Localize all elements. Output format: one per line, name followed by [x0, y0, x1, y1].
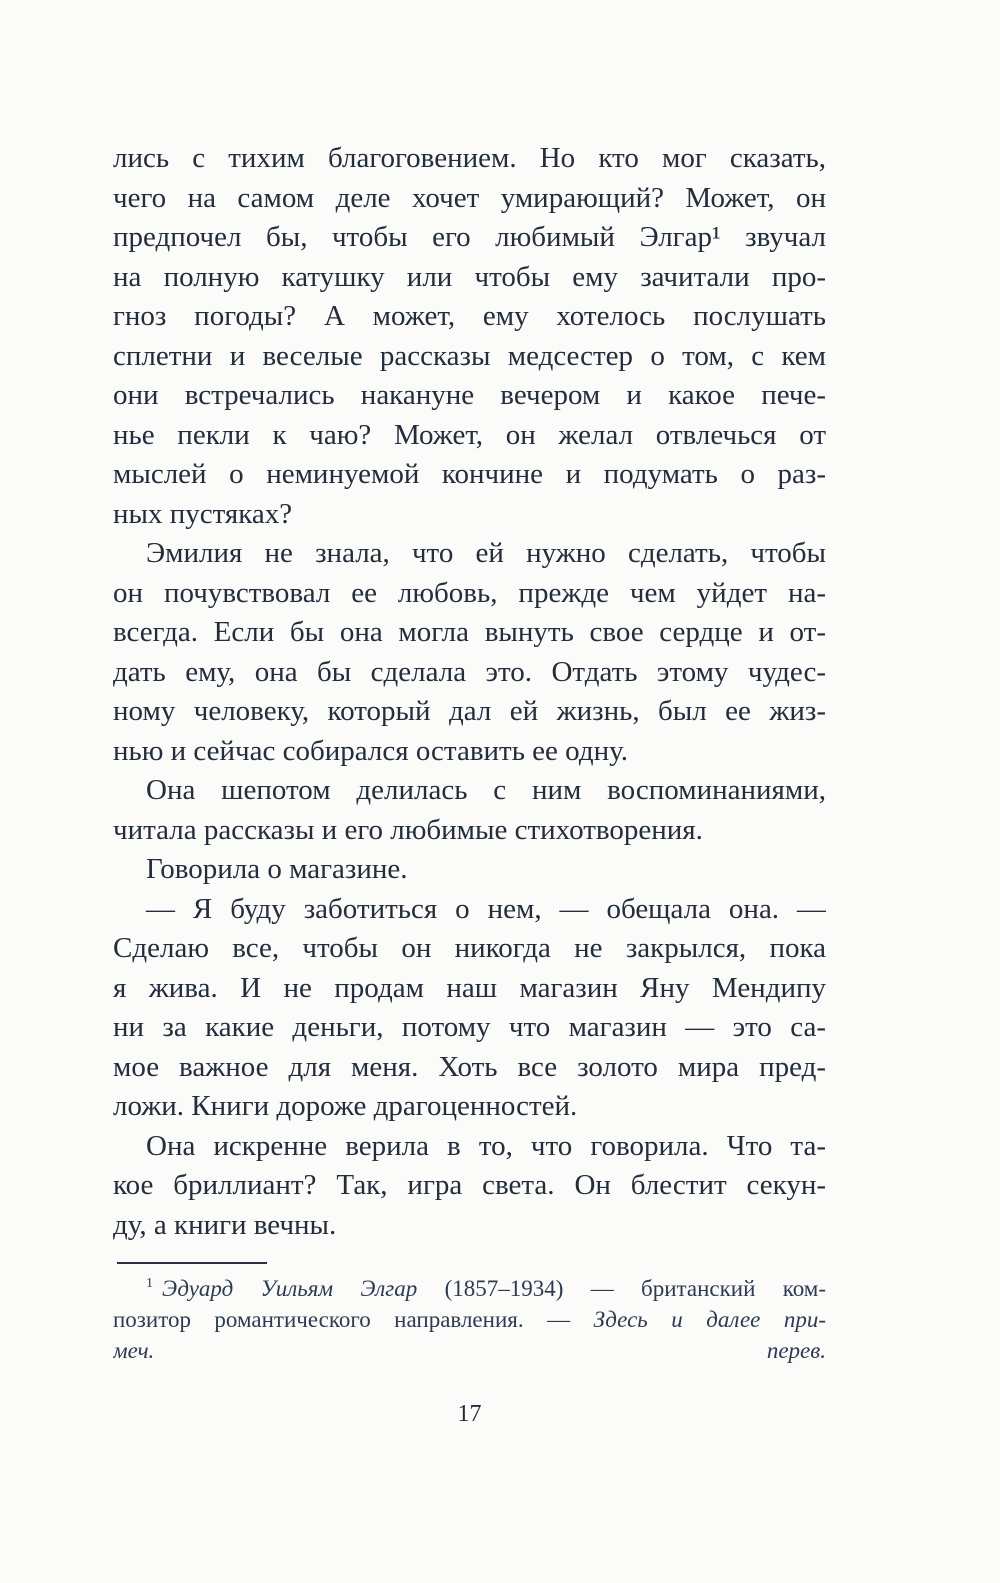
footnote-separator-rule	[117, 1262, 267, 1264]
text-line: Она шепотом делилась с ним воспоминаниями,	[146, 774, 826, 806]
text-line: дать ему, она бы сделала это. Отдать этому чудес-	[113, 655, 826, 688]
text-line: — Я буду заботиться о нем, — обещала она. —	[146, 892, 826, 925]
text-line: предпочел бы, чтобы его любимый Элгар¹ звучал	[113, 221, 826, 253]
text-line: он почувствовал ее любовь, прежде чем уйдет на-	[113, 576, 826, 609]
footnote-segment: Эдуард Уильям Элгар	[162, 1276, 418, 1301]
footnote-segment: меч. перев.	[113, 1338, 826, 1363]
text-line: Она искренне верила в то, что говорила. Что та-	[146, 1129, 826, 1162]
text-line: Говорила о магазине.	[146, 853, 408, 885]
text-line: Эмилия не знала, что ей нужно сделать, чтобы	[146, 537, 826, 569]
text-line: я жива. И не продам наш магазин Яну Мендипу	[113, 971, 826, 1004]
footnote-line	[113, 1335, 826, 1366]
page-text-block	[113, 139, 826, 1366]
text-line: нье пекли к чаю? Может, он желал отвлечься от	[113, 418, 826, 451]
paragraph	[113, 850, 826, 890]
paragraph	[113, 771, 826, 850]
text-line: ному человеку, который дал ей жизнь, был ее жиз-	[113, 695, 826, 727]
text-line: они встречались накануне вечером и какое пече-	[113, 379, 826, 411]
text-line: лись с тихим благоговением. Но кто мог сказать,	[113, 142, 826, 174]
paragraph	[113, 1127, 826, 1246]
text-line: на полную катушку или чтобы ему зачитали про-	[113, 260, 826, 293]
footnote-text	[113, 1273, 826, 1366]
paragraph	[113, 139, 826, 534]
page-number: 17	[457, 1401, 482, 1427]
text-line: гноз погоды? А может, ему хотелось послушать	[113, 300, 826, 332]
paragraph	[113, 534, 826, 771]
footnote-line	[113, 1304, 826, 1335]
text-line: всегда. Если бы она могла вынуть свое сердце и от-	[113, 616, 826, 648]
footnote-segment: (1857–1934) — британский ком-	[417, 1276, 826, 1301]
text-line: читала рассказы и его любимые стихотворения.	[113, 813, 703, 846]
text-line: ложи. Книги дороже драгоценностей.	[113, 1090, 578, 1122]
text-line: мое важное для меня. Хоть все золото мира пред-	[113, 1050, 826, 1083]
text-line: мыслей о неминуемой кончине и подумать о раз-	[113, 458, 826, 490]
text-line: чего на самом деле хочет умирающий? Может, он	[113, 181, 826, 214]
text-line: кое бриллиант? Так, игра света. Он блестит секун-	[113, 1169, 826, 1201]
body-text	[113, 139, 826, 1245]
paragraph	[113, 890, 826, 1127]
text-line: нью и сейчас собирался оставить ее одну.	[113, 734, 628, 767]
footnote-segment: Здесь и далее при-	[593, 1307, 826, 1332]
text-line: ных пустяках?	[113, 497, 293, 530]
footnote-segment: позитор романтического направления. —	[113, 1307, 594, 1332]
text-line: Сделаю все, чтобы он никогда не закрылся, пока	[113, 932, 826, 964]
footnote-line	[113, 1273, 826, 1304]
text-line: ду, а книги вечны.	[113, 1208, 337, 1241]
footnote-marker: 1	[146, 1276, 153, 1292]
text-line: ни за какие деньги, потому что магазин — это са-	[113, 1011, 826, 1043]
text-line: сплетни и веселые рассказы медсестер о том, с кем	[113, 339, 826, 372]
